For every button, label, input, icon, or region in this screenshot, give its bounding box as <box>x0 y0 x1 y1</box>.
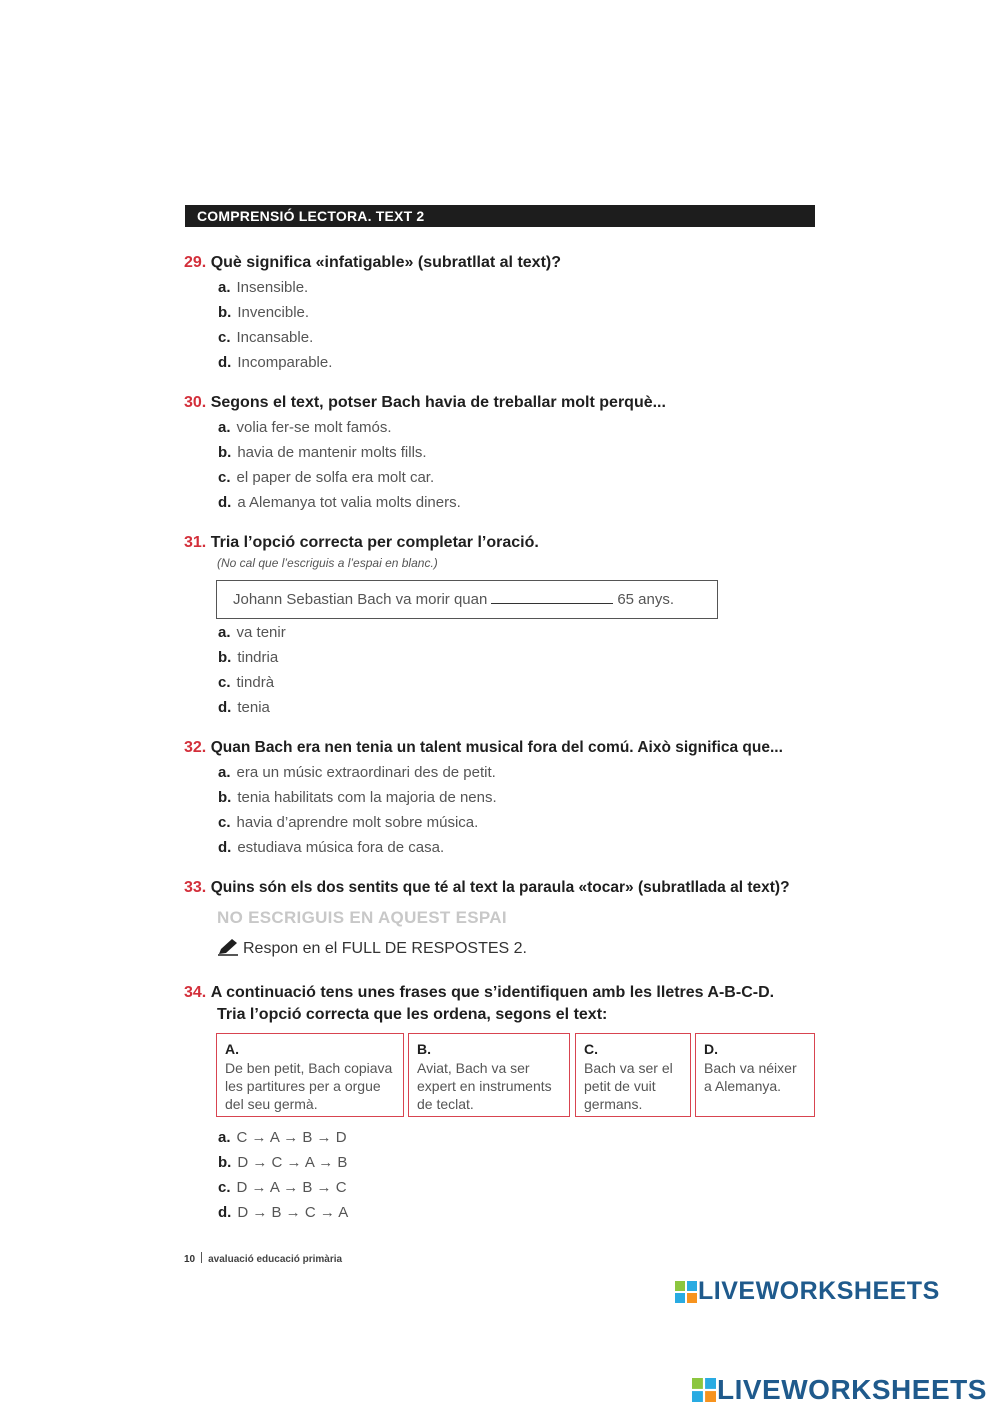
option-text: tenia <box>237 699 270 716</box>
option-31d[interactable] <box>218 699 270 716</box>
option-text: Insensible. <box>236 279 309 296</box>
option-text: Invencible. <box>237 304 310 321</box>
card-text: Bach va ser el petit de vuit germans. <box>584 1060 673 1112</box>
sentence-card-d <box>695 1033 815 1117</box>
option-letter: d. <box>218 839 232 856</box>
liveworksheets-logo <box>675 1277 940 1306</box>
option-text: va tenir <box>236 624 286 641</box>
option-32a[interactable] <box>218 764 496 781</box>
option-text: tindria <box>237 649 279 666</box>
question-number: 33. <box>184 879 207 896</box>
question-text-line2: Tria l’opció correcta que les ordena, segons el text: <box>217 1006 608 1023</box>
option-34a[interactable] <box>218 1129 347 1146</box>
option-letter: d. <box>218 699 232 716</box>
option-text: tenia habilitats com la majoria de nens. <box>237 789 497 806</box>
card-text: Bach va néixer a Alemanya. <box>704 1060 797 1094</box>
card-text: Aviat, Bach va ser expert en instruments de teclat. <box>417 1060 552 1112</box>
question-29 <box>184 254 561 272</box>
liveworksheets-logo-bottom <box>692 1374 987 1406</box>
option-letter: a. <box>218 624 231 641</box>
question-30 <box>184 394 666 412</box>
page-number: 10 <box>184 1254 196 1265</box>
liveworksheets-logo-icon <box>675 1281 697 1303</box>
watermark-text: LIVEWORKSHEETS <box>698 1277 940 1305</box>
question-number: 31. <box>184 534 207 551</box>
pencil-icon <box>217 938 239 956</box>
option-31c[interactable] <box>218 674 274 691</box>
question-number: 30. <box>184 394 207 411</box>
card-letter: C. <box>584 1041 598 1057</box>
option-letter: d. <box>218 354 232 371</box>
question-text: Quins són els dos sentits que té al text la paraula «tocar» (subratllada al text)? <box>210 879 790 896</box>
option-text: havia d’aprendre molt sobre música. <box>236 814 479 831</box>
option-letter: c. <box>218 674 231 691</box>
card-letter: D. <box>704 1041 718 1057</box>
question-33 <box>184 879 790 897</box>
question-32 <box>184 739 783 757</box>
sentence-card-c <box>575 1033 691 1117</box>
respond-instruction <box>217 938 527 958</box>
sentence-card-a <box>216 1033 404 1117</box>
question-number: 32. <box>184 739 207 756</box>
option-text: estudiava música fora de casa. <box>237 839 445 856</box>
question-text: Què significa «infatigable» (subratllat al text)? <box>210 254 561 271</box>
option-letter: b. <box>218 444 232 461</box>
option-34c[interactable] <box>218 1179 347 1196</box>
question-text: Quan Bach era nen tenia un talent musical fora del comú. Això significa que... <box>210 739 783 756</box>
blank-line <box>491 589 613 604</box>
option-text: tindrà <box>236 674 275 691</box>
respond-text: Respon en el FULL DE RESPOSTES 2. <box>243 940 527 957</box>
liveworksheets-logo-icon <box>692 1378 716 1402</box>
option-letter: c. <box>218 1179 231 1196</box>
option-letter: a. <box>218 279 231 296</box>
option-29c[interactable] <box>218 329 313 346</box>
option-letter: b. <box>218 1154 232 1171</box>
option-30c[interactable] <box>218 469 434 486</box>
option-text: el paper de solfa era molt car. <box>236 469 435 486</box>
option-34d[interactable] <box>218 1204 348 1221</box>
option-32d[interactable] <box>218 839 444 856</box>
option-text: D → B → C → A <box>237 1204 349 1221</box>
option-29b[interactable] <box>218 304 309 321</box>
question-34 <box>184 984 774 1002</box>
option-30b[interactable] <box>218 444 427 461</box>
option-letter: d. <box>218 494 232 511</box>
question-text: Segons el text, potser Bach havia de treballar molt perquè... <box>210 394 666 411</box>
option-31b[interactable] <box>218 649 278 666</box>
sentence-card-b <box>408 1033 570 1117</box>
page-footer <box>184 1252 342 1265</box>
option-text: Incomparable. <box>237 354 333 371</box>
question-number: 29. <box>184 254 207 271</box>
option-text: Incansable. <box>236 329 314 346</box>
sentence-end: 65 anys. <box>617 591 675 608</box>
option-34b[interactable] <box>218 1154 347 1171</box>
sentence-box <box>216 580 718 619</box>
option-text: D → C → A → B <box>237 1154 348 1171</box>
option-32c[interactable] <box>218 814 478 831</box>
instruction-note: (No cal que l’escriguis a l’espai en blanc.) <box>217 556 438 570</box>
watermark-text: LIVEWORKSHEETS <box>717 1374 987 1405</box>
option-29d[interactable] <box>218 354 332 371</box>
card-letter: B. <box>417 1041 431 1057</box>
question-number: 34. <box>184 984 207 1001</box>
option-letter: b. <box>218 304 232 321</box>
option-30d[interactable] <box>218 494 461 511</box>
option-letter: a. <box>218 419 231 436</box>
sentence-start: Johann Sebastian Bach va morir quan <box>233 591 488 608</box>
option-text: volia fer-se molt famós. <box>236 419 392 436</box>
option-30a[interactable] <box>218 419 392 436</box>
option-31a[interactable] <box>218 624 286 641</box>
card-letter: A. <box>225 1041 239 1057</box>
card-text: De ben petit, Bach copiava les partitures per a orgue del seu germà. <box>225 1060 393 1112</box>
option-letter: a. <box>218 1129 231 1146</box>
option-text: era un músic extraordinari des de petit. <box>236 764 496 781</box>
option-letter: c. <box>218 329 231 346</box>
footer-divider <box>201 1252 202 1263</box>
footer-text: avaluació educació primària <box>208 1254 343 1265</box>
option-letter: d. <box>218 1204 232 1221</box>
option-letter: b. <box>218 789 232 806</box>
option-letter: b. <box>218 649 232 666</box>
section-title: COMPRENSIÓ LECTORA. TEXT 2 <box>185 205 815 227</box>
option-32b[interactable] <box>218 789 497 806</box>
option-text: havia de mantenir molts fills. <box>237 444 427 461</box>
option-text: a Alemanya tot valia molts diners. <box>237 494 461 511</box>
question-31 <box>184 534 539 552</box>
option-29a[interactable] <box>218 279 308 296</box>
option-letter: a. <box>218 764 231 781</box>
option-letter: c. <box>218 469 231 486</box>
no-write-notice: NO ESCRIGUIS EN AQUEST ESPAI <box>217 908 507 927</box>
option-text: C → A → B → D <box>236 1129 347 1146</box>
question-text: Tria l’opció correcta per completar l’oració. <box>210 534 539 551</box>
question-text: A continuació tens unes frases que s’identifiquen amb les lletres A-B-C-D. <box>210 984 775 1001</box>
option-letter: c. <box>218 814 231 831</box>
option-text: D → A → B → C <box>236 1179 347 1196</box>
